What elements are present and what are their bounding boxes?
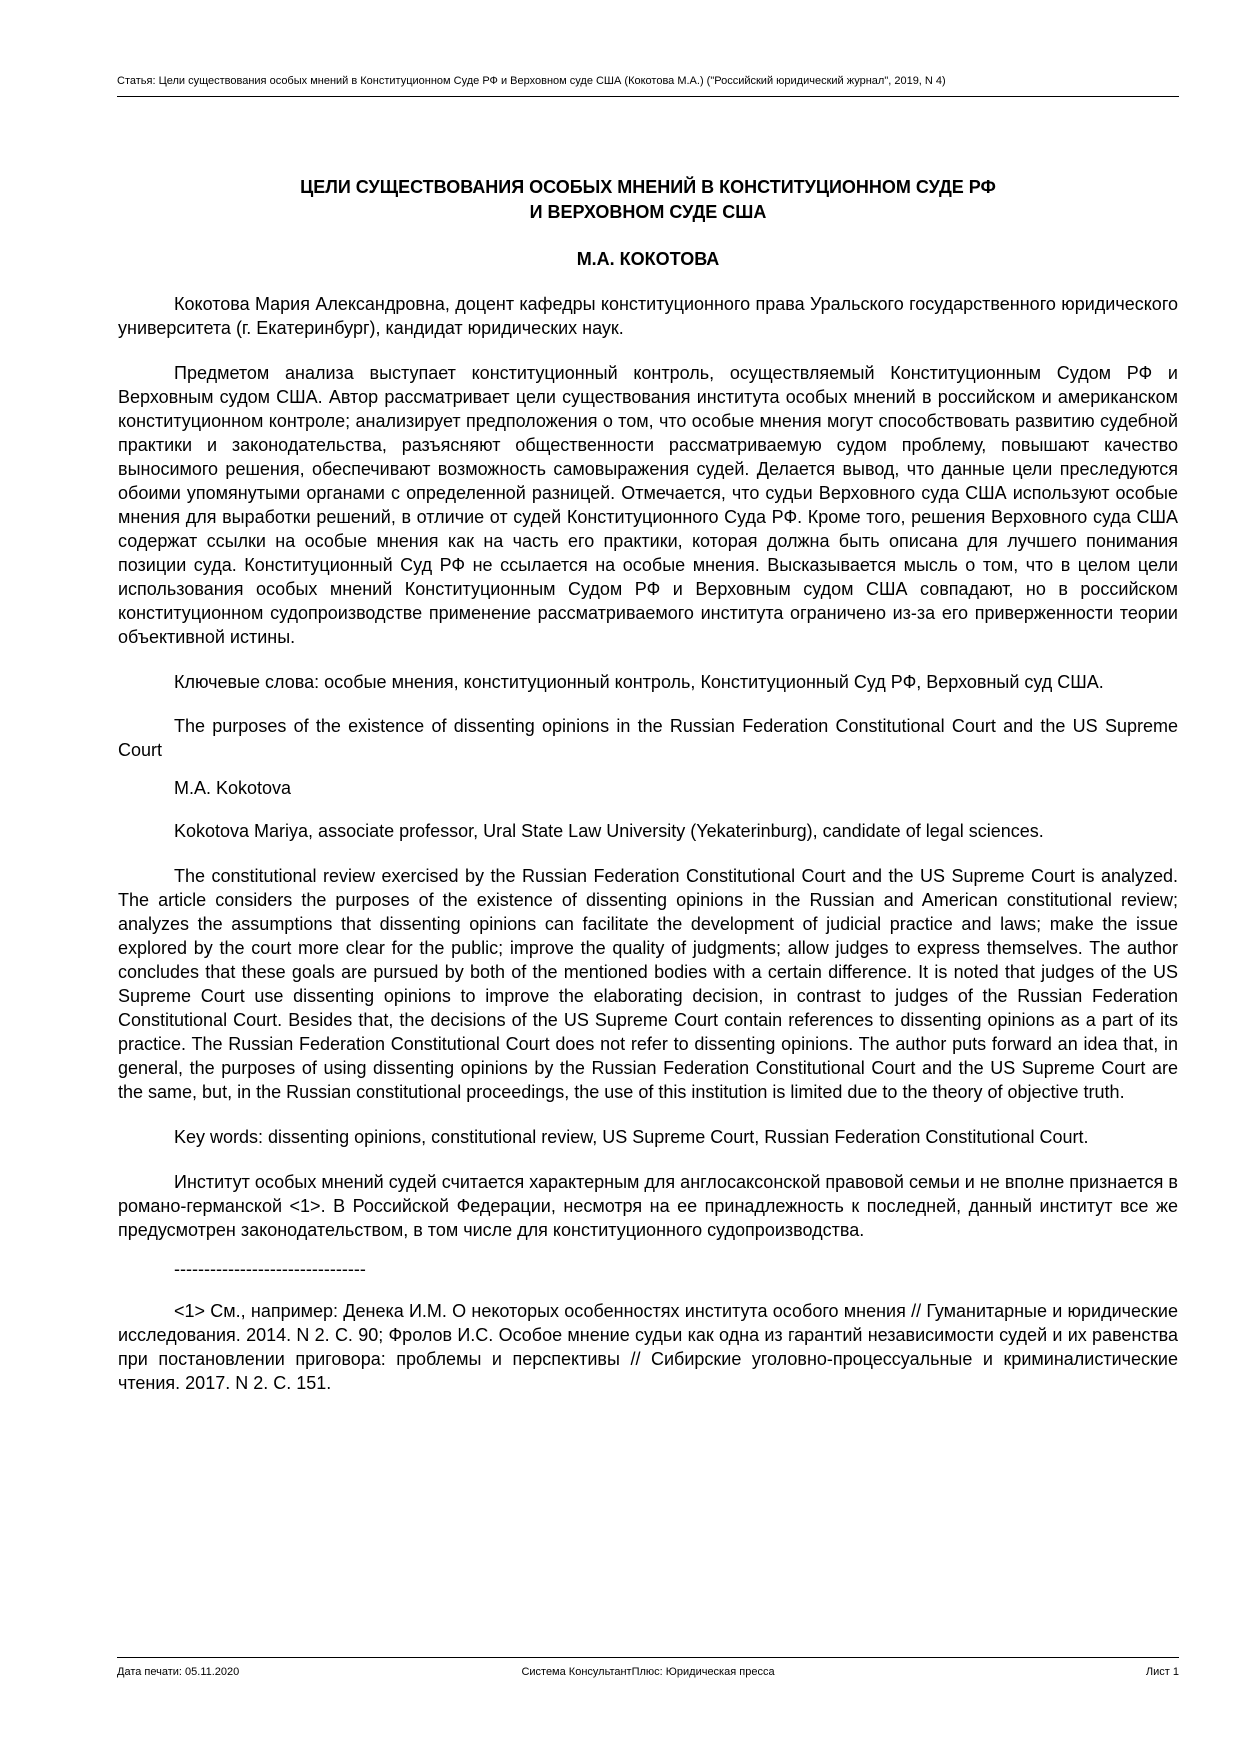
- keywords-ru: Ключевые слова: особые мнения, конституционный контроль, Конституционный Суд РФ, Верховный суд США.: [174, 672, 1104, 692]
- keywords-en: Key words: dissenting opinions, constitutional review, US Supreme Court, Russian Federation Constitutional Court.: [174, 1127, 1089, 1147]
- article-author: М.А. КОКОТОВА: [576, 249, 720, 269]
- author-en: M.A. Kokotova: [174, 778, 292, 798]
- abstract-en: The constitutional review exercised by the Russian Federation Constitutional Court and the US Supreme Court is analyzed. The article considers the purposes of the existence of dissenting opinions in the Russian and American constitutional review; analyzes the assumptions that dissenting opinions can facilitate the development of judicial practice and laws; make the issue explored by the court more clear for the public; improve the quality of judgments; allow judges to express themselves. The author concludes that these goals are pursued by both of the mentioned bodies with a certain difference. It is noted that judges of the US Supreme Court use dissenting opinions to improve the elaborating decision, in contrast to judges of the Russian Federation Constitutional Court. Besides that, the decisions of the US Supreme Court contain references to dissenting opinions as a part of its practice. The Russian Federation Constitutional Court does not refer to dissenting opinions. The author puts forward an idea that, in general, the purposes of using dissenting opinions by the Russian Federation Constitutional Court and the US Supreme Court are the same, but, in the Russian constitutional proceedings, the use of this institution is limited due to the theory of objective truth.: [118, 866, 1178, 1102]
- footer-print-date: Дата печати: 05.11.2020: [117, 1666, 240, 1678]
- footer-system: Система КонсультантПлюс: Юридическая пресса: [521, 1666, 775, 1678]
- abstract-ru: Предметом анализа выступает конституционный контроль, осуществляемый Конституционным Судом РФ и Верховным судом США. Автор рассматривает цели существования института особых мнений в российском и американском конституционном контроле; анализирует предположения о том, что особые мнения могут способствовать развитию судебной практики и законодательства, разъясняют общественности рассматриваемую судом проблему, повышают качество выносимого решения, обеспечивают возможность самовыражения судей. Делается вывод, что данные цели преследуются обоими упомянутыми органами с определенной разницей. Отмечается, что судьи Верховного суда США используют особые мнения для выработки решений, в отличие от судей Конституционного Суда РФ. Кроме того, решения Верховного суда США содержат ссылки на особые мнения как на часть его практики, которая должна быть описана для лучшего понимания позиции суда. Конституционный Суд РФ не ссылается на особые мнения. Высказывается мысль о том, что в целом цели использования особых мнений Конституционным Судом РФ и Верховным судом США совпадают, но в российском конституционном судопроизводстве применение рассматриваемого института ограничено из-за его приверженности теории объективной истины.: [118, 363, 1178, 647]
- author-info-en: Kokotova Mariya, associate professor, Ural State Law University (Yekaterinburg), candidate of legal sciences.: [174, 821, 1044, 841]
- footer-sheet-number: Лист 1: [1145, 1666, 1179, 1678]
- article-title-line-2: И ВЕРХОВНОМ СУДЕ США: [529, 202, 767, 222]
- article-title-line-1: ЦЕЛИ СУЩЕСТВОВАНИЯ ОСОБЫХ МНЕНИЙ В КОНСТИТУЦИОННОМ СУДЕ РФ: [300, 177, 996, 197]
- footer-divider: [117, 1657, 1179, 1658]
- page-header: Статья: Цели существования особых мнений в Конституционном Суде РФ и Верховном суде США (Кокотова М.А.) ("Российский юридический журнал", 2019, N 4): [117, 75, 946, 87]
- footnote-1: <1> См., например: Денека И.М. О некоторых особенностях института особого мнения // Гуманитарные и юридические исследования. 2014. N 2. С. 90; Фролов И.С. Особое мнение судьи как одна из гарантий независимости судей и их равенства при постановлении приговора: проблемы и перспективы // Сибирские уголовно-процессуальные и криминалистические чтения. 2017. N 2. С. 151.: [118, 1301, 1178, 1393]
- document-body: [118, 175, 1178, 1395]
- header-divider: [117, 96, 1179, 97]
- page-footer: [117, 1665, 1179, 1679]
- article-title: [118, 175, 1178, 225]
- footnote-separator: --------------------------------: [174, 1259, 366, 1279]
- title-en: The purposes of the existence of dissenting opinions in the Russian Federation Constitutional Court and the US Supreme Court: [118, 716, 1178, 760]
- author-info-ru: Кокотова Мария Александровна, доцент кафедры конституционного права Уральского государственного юридического университета (г. Екатеринбург), кандидат юридических наук.: [118, 294, 1178, 338]
- body-paragraph-1: Институт особых мнений судей считается характерным для англосаксонской правовой семьи и не вполне признается в романо-германской <1>. В Российской Федерации, несмотря на ее принадлежность к последней, данный институт все же предусмотрен законодательством, в том числе для конституционного судопроизводства.: [118, 1172, 1178, 1240]
